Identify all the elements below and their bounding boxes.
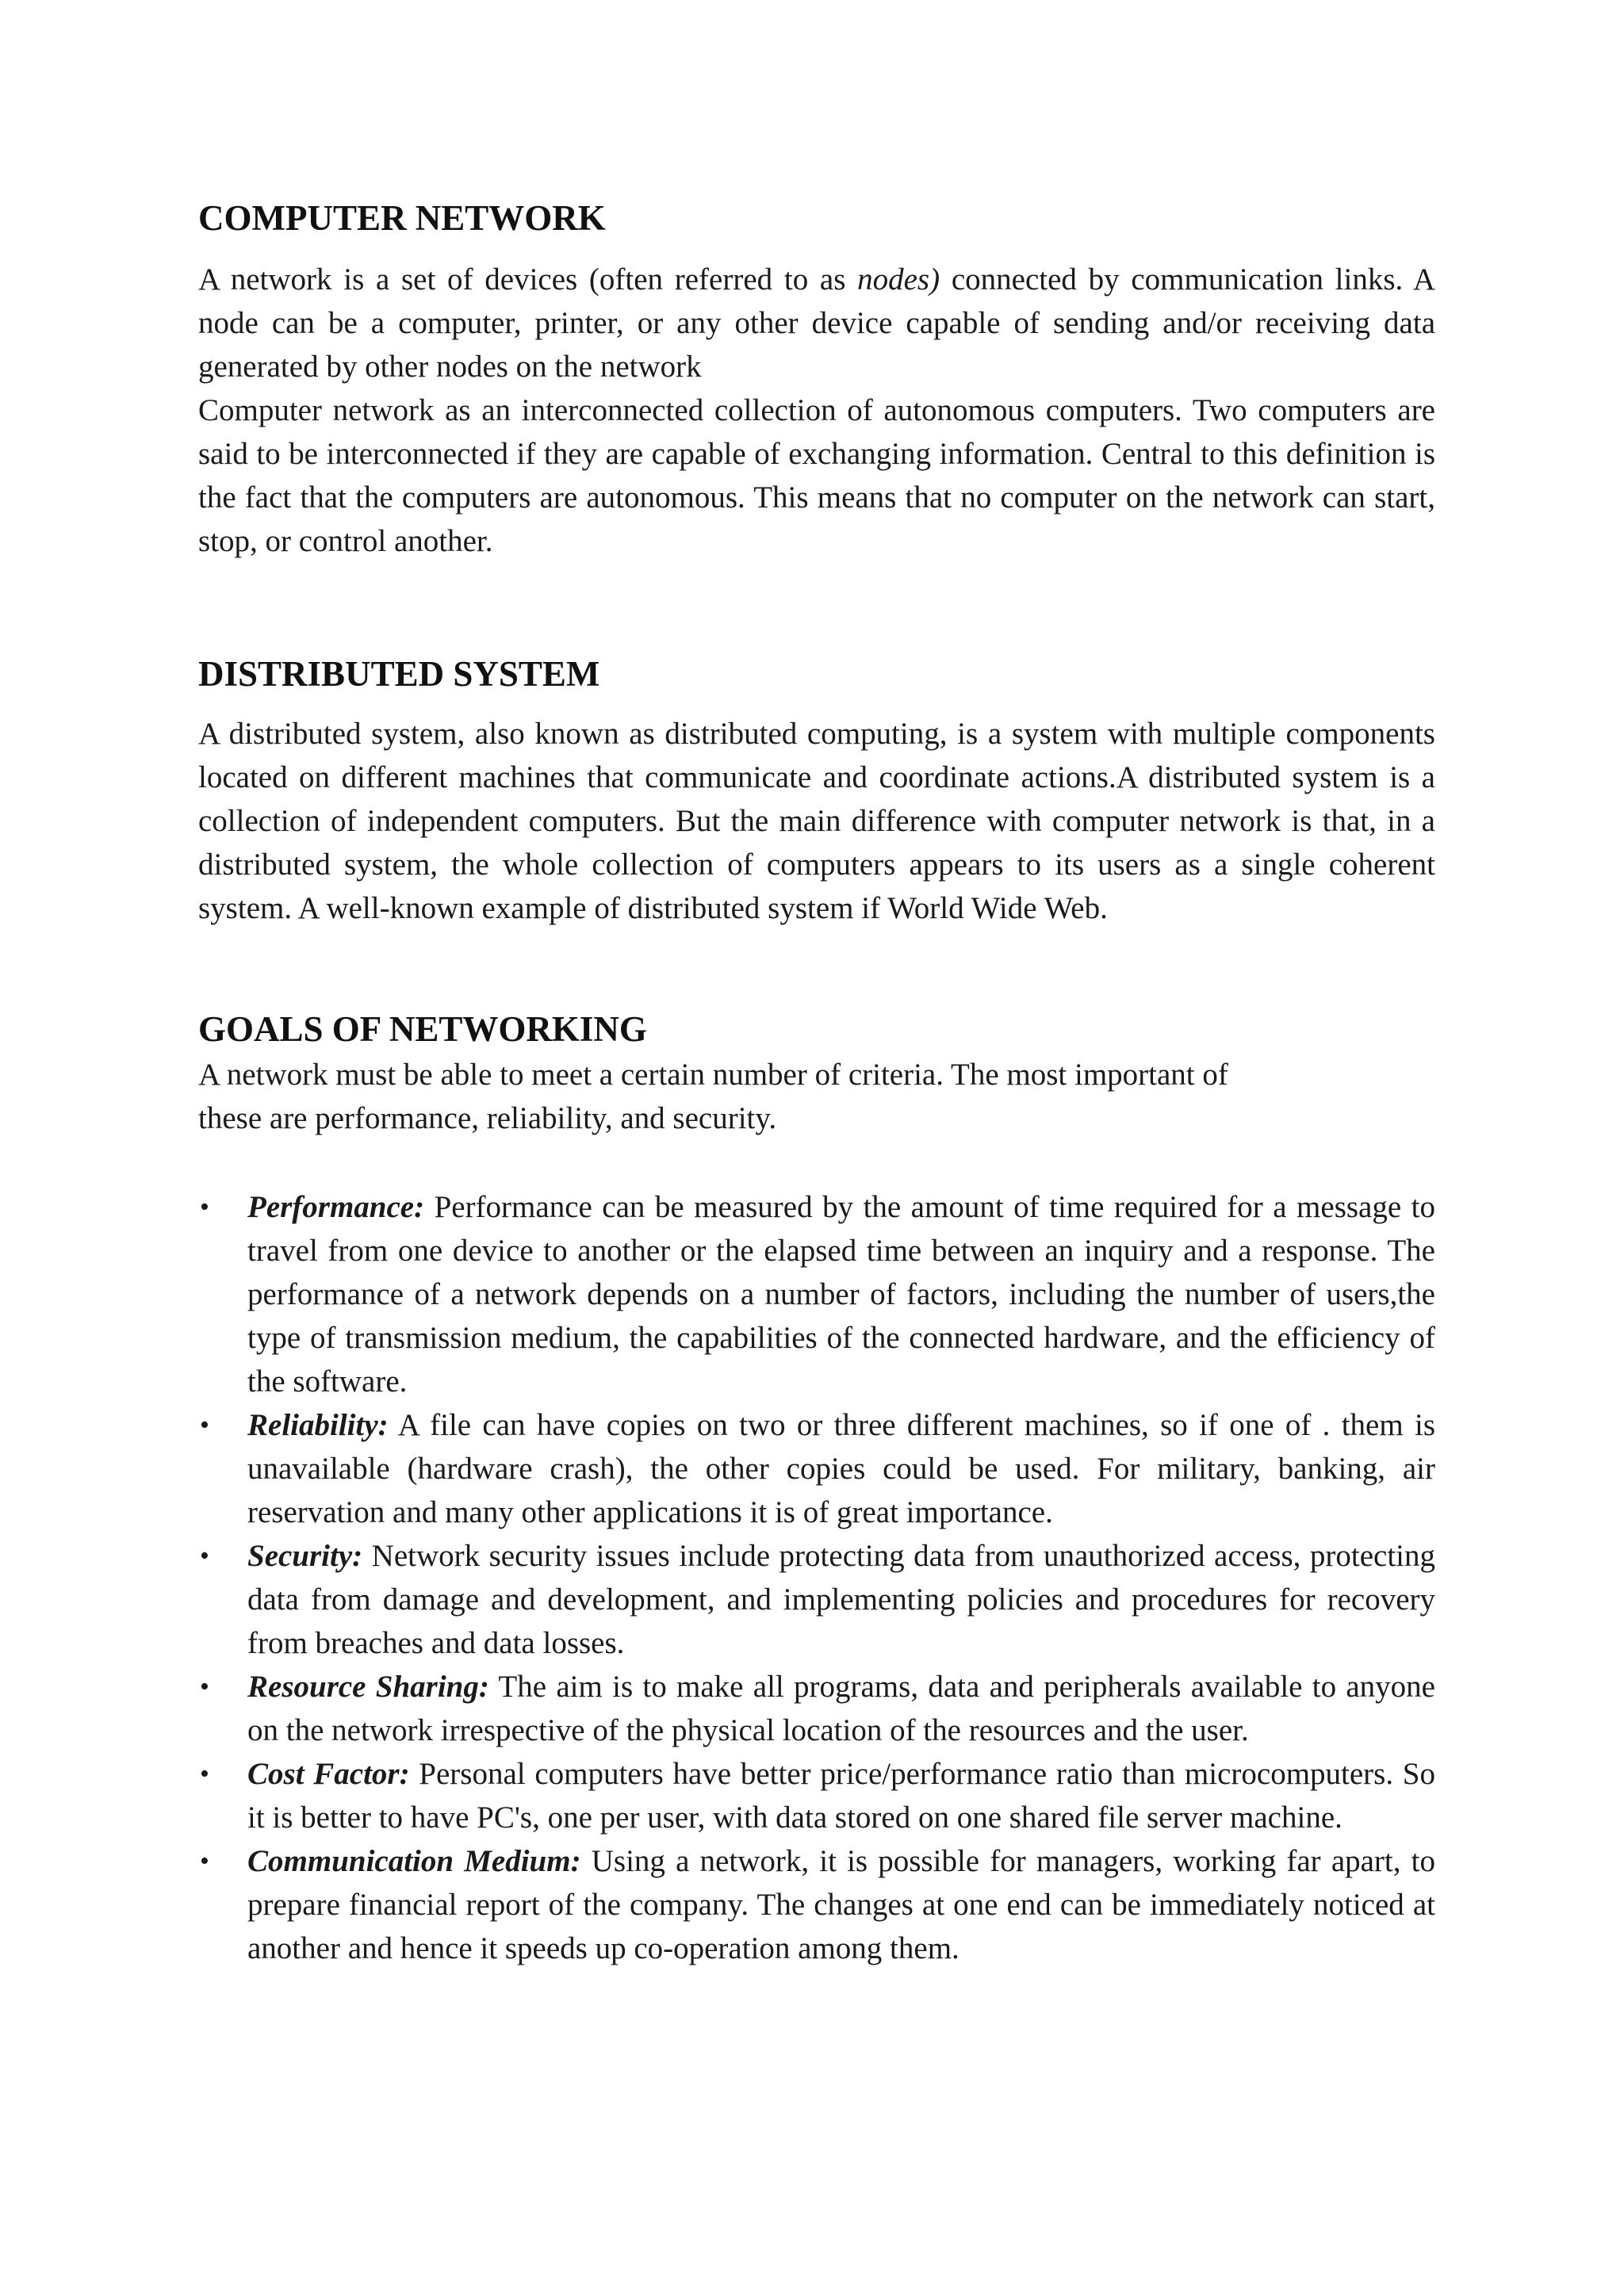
list-item-cost-factor [198,1752,1435,1839]
para1-italic-nodes: nodes) [857,262,940,297]
heading-computer-network: COMPUTER NETWORK [198,198,606,238]
text-reliability: A file can have copies on two or three different machines, so if one of . them is unavailable (hardware crash), the other copies could be used. For military, banking, air reservation and many other applications it is of great importance. [247,1408,1435,1529]
computer-network-paragraph-2: Computer network as an interconnected collection of autonomous computers. Two computers are said to be interconnected if they are capable of exchanging information. Central to this definition is the fact that the computers are autonomous. This means that no computer on the network can start, stop, or control another. [198,393,1435,558]
list-item-performance [198,1185,1435,1403]
goals-intro [198,1053,1435,1140]
bullet-icon: • [200,1541,209,1571]
term-performance: Performance: [247,1190,425,1224]
text-communication-medium: Using a network, it is possible for managers, working far apart, to prepare financial report of the company. The changes at one end can be immediately noticed at another and hence it speeds up co-operation among them. [247,1844,1436,1965]
term-communication-medium: Communication Medium: [247,1844,581,1878]
bullet-icon: • [200,1846,209,1876]
text-cost-factor: Personal computers have better price/performance ratio than microcomputers. So it is better to have PC's, one per user, with data stored on one shared file server machine. [247,1757,1435,1835]
heading-goals-of-networking: GOALS OF NETWORKING [198,1009,647,1049]
para1-text-after: connected by communication links. A node can be a computer, printer, or any other device capable of sending and/or receiving data generated by other nodes on the network [198,262,1435,384]
bullet-icon: • [200,1759,209,1789]
text-security: Network security issues include protecting data from unauthorized access, protecting data from damage and development, and implementing policies and procedures for recovery from breaches and data losses. [247,1539,1435,1660]
list-item-security [198,1534,1435,1665]
heading-distributed-system: DISTRIBUTED SYSTEM [198,654,600,694]
text-resource-sharing: The aim is to make all programs, data and peripherals available to anyone on the network irrespective of the physical location of the resources and the user. [247,1670,1435,1747]
term-cost-factor: Cost Factor: [247,1757,410,1791]
distributed-system-paragraph: A distributed system, also known as distributed computing, is a system with multiple components located on different machines that communicate and coordinate actions.A distributed system is a collection of independent computers. But the main difference with computer network is that, in a distributed system, the whole collection of computers appears to its users as a single coherent system. A well-known example of distributed system if World Wide Web. [198,717,1435,925]
bullet-icon: • [200,1192,209,1222]
list-item-reliability [198,1403,1435,1534]
text-performance: Performance can be measured by the amount of time required for a message to travel from one device to another or the elapsed time between an inquiry and a response. The performance of a network depends on a number of factors, including the number of users,the type of transmission medium, the capabilities of the connected hardware, and the efficiency of the software. [247,1190,1435,1399]
bullet-icon: • [200,1410,209,1440]
goals-bullet-list [198,1185,1435,1970]
bullet-icon: • [200,1672,209,1701]
term-security: Security: [247,1539,363,1573]
term-resource-sharing: Resource Sharing: [247,1670,489,1704]
term-reliability: Reliability: [247,1408,389,1442]
para1-text-before: A network is a set of devices (often referred to as [198,262,858,297]
computer-network-body [198,258,1435,563]
distributed-system-body [198,712,1435,930]
goals-intro-line-2: these are performance, reliability, and security. [198,1101,777,1135]
document-page [198,194,1435,1970]
goals-intro-line-1: A network must be able to meet a certain number of criteria. The most important of [198,1058,1228,1092]
list-item-resource-sharing [198,1665,1435,1752]
list-item-communication-medium [198,1839,1435,1970]
computer-network-paragraph-1 [198,258,1435,388]
